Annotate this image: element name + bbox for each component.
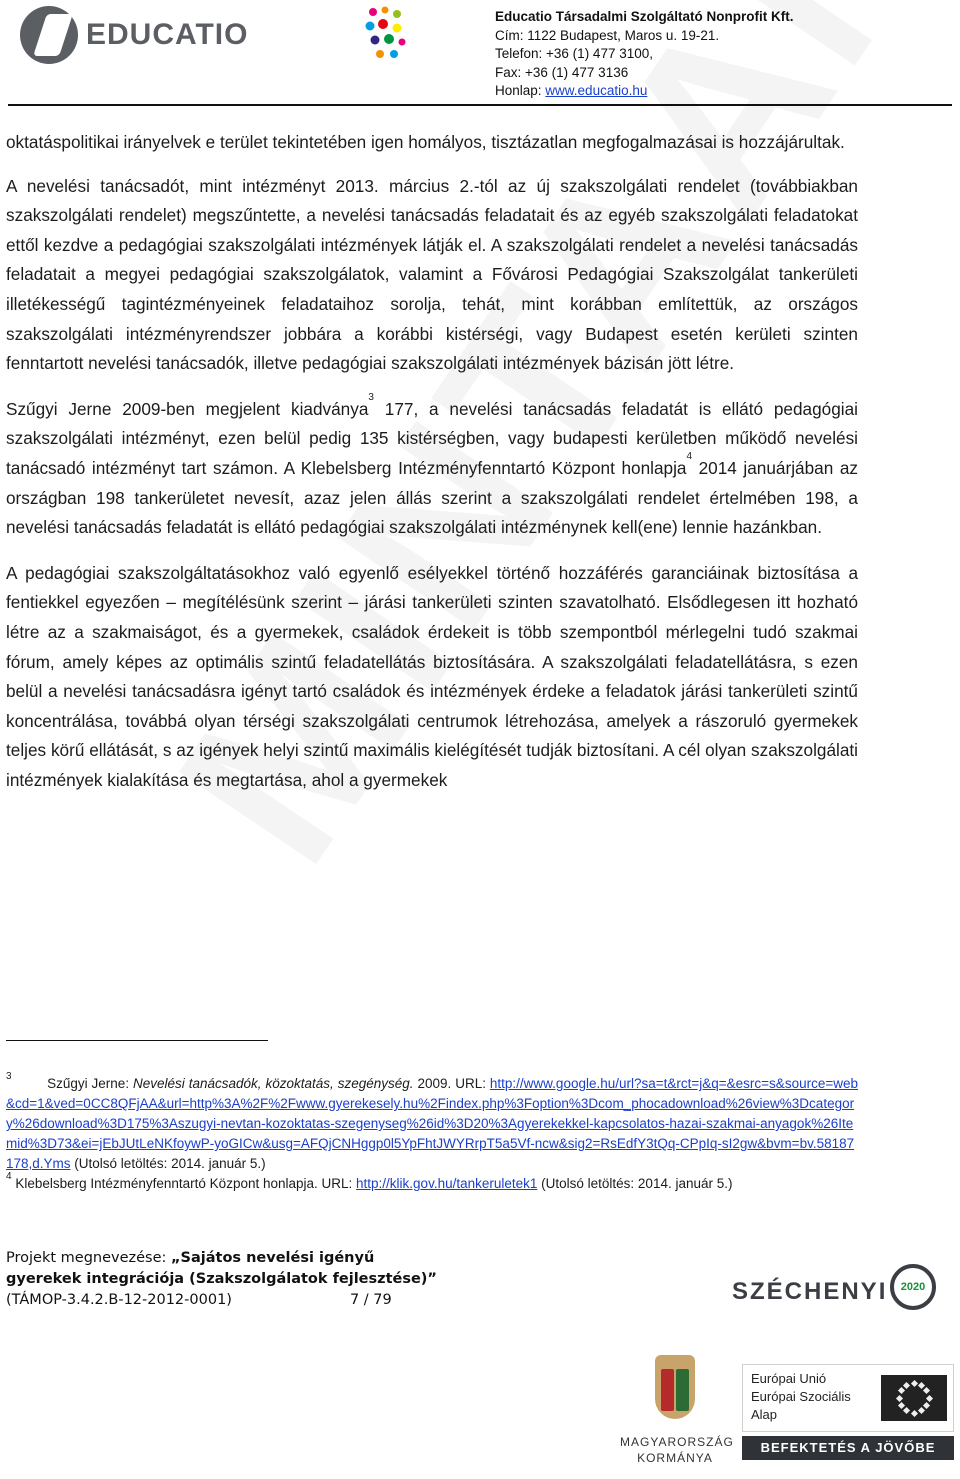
paragraph-1: oktatáspolitikai irányelvek e terület tekintetében igen homályos, tisztázatlan megfogalmazásai is hozzájárultak. bbox=[6, 132, 845, 152]
paragraph-3-part-a: Szűgyi Jerne 2009-ben megjelent kiadványa bbox=[6, 398, 369, 419]
eu-fund-logo bbox=[742, 1364, 954, 1472]
page-number: 7 / 79 bbox=[349, 1292, 392, 1308]
company-web bbox=[495, 82, 794, 101]
paragraph-3-part-c: 2014 januárjában az országban 198 tankerületet nevesít, azaz jelen állás szerint a szakszolgálati rendelet értelmében 198, a nevelési tanácsadás feladatát is ellátó pedagógiai szakszolgálati intézménynek kell(ene) lennie hazánkban. bbox=[6, 457, 858, 538]
footnote-3-author: Szűgyi Jerne: bbox=[47, 1076, 134, 1091]
eu-star-icon bbox=[903, 1381, 910, 1388]
colored-dots-icon bbox=[365, 6, 409, 64]
eu-star-icon bbox=[910, 1379, 917, 1386]
company-name: Educatio Társadalmi Szolgáltató Nonprofit Kft. bbox=[495, 9, 794, 24]
project-line-3 bbox=[6, 1290, 437, 1311]
footnote-3-number: 3 bbox=[6, 1071, 12, 1082]
footnotes bbox=[6, 1071, 858, 1194]
footnote-4 bbox=[6, 1171, 858, 1194]
footnote-4-text: Klebelsberg Intézményfenntartó Központ honlapja. URL: bbox=[11, 1176, 357, 1191]
footnote-4-access: (Utolsó letöltés: 2014. január 5.) bbox=[537, 1176, 733, 1191]
project-name-1: „Sajátos nevelési igényű bbox=[171, 1250, 375, 1266]
szechenyi-ring-icon bbox=[890, 1264, 936, 1310]
project-code: (TÁMOP-3.4.2.B-12-2012-0001) bbox=[6, 1292, 232, 1308]
coat-of-arms-icon bbox=[655, 1355, 695, 1419]
web-link[interactable]: www.educatio.hu bbox=[545, 83, 648, 98]
eu-star-icon bbox=[910, 1409, 917, 1416]
footnote-4-link[interactable]: http://klik.gov.hu/tankeruletek1 bbox=[356, 1176, 538, 1191]
footnote-3-title: Nevelési tanácsadók, közoktatás, szegénység. bbox=[133, 1076, 414, 1091]
footnote-3-link[interactable]: http://www.google.hu/url?sa=t&rct=j&q=&esrc=s&source=web&cd=1&ved=0CC8QFjAA&url=http%3A%2F%2Fwww.gyerekesely.hu%2Findex.php%3Foption%3Dcom_phocadownload%26view%3Dcategory%26download%3D175%3Aszugyi-nevtan-kozoktatas-szegenyseg%26id%3D20%3Agyerekekkel-kapcsolatos-hazai-szakmai-anyagok%26Itemid%3D73&ei=jEbJUtLeNKfoywP-yoGICw&usg=AFQjCNHggp0l5YpFhtJWYRrpT5a5Vf-ncw&sig2=RsEdfY3tQq-CPpIq-sI2gw&bvm=bv.58187178,d.Yms bbox=[6, 1076, 858, 1171]
eu-star-icon bbox=[923, 1387, 930, 1394]
szechenyi-year: 2020 bbox=[900, 1281, 926, 1293]
footnote-3-year: 2009. URL: bbox=[413, 1076, 490, 1091]
educatio-logo-text: EDUCATIO bbox=[86, 18, 249, 51]
eu-star-icon bbox=[897, 1387, 904, 1394]
gov-line-1: MAGYARORSZÁG bbox=[620, 1435, 734, 1449]
project-line-2 bbox=[6, 1269, 437, 1290]
eu-star-icon bbox=[895, 1394, 902, 1401]
eu-line-1: Európai Unió bbox=[751, 1371, 827, 1386]
eu-slogan-bar: BEFEKTETÉS A JÖVŐBE bbox=[742, 1436, 954, 1460]
header-divider bbox=[8, 104, 952, 106]
footnote-ref-3[interactable]: 3 bbox=[368, 391, 374, 403]
eu-logo-box bbox=[742, 1364, 954, 1432]
eu-line-2: Európai Szociális bbox=[751, 1389, 851, 1404]
footnote-divider bbox=[6, 1040, 268, 1041]
eu-star-icon bbox=[923, 1402, 930, 1409]
eu-star-icon bbox=[903, 1407, 910, 1414]
educatio-logo bbox=[20, 6, 270, 64]
footnote-4-number: 4 bbox=[6, 1171, 12, 1182]
footnote-3 bbox=[6, 1071, 858, 1174]
project-name-2: gyerekek integrációja (Szakszolgálatok fejlesztése)” bbox=[6, 1271, 437, 1287]
company-address: Cím: 1122 Budapest, Maros u. 19-21. bbox=[495, 27, 720, 43]
szechenyi-text: SZÉCHENYI bbox=[732, 1278, 888, 1305]
paragraph-2: A nevelési tanácsadót, mint intézményt 2013. március 2.-tól az új szakszolgálati rendelet (továbbiakban szakszolgálati rendelet) megszűntette, a nevelési tanácsadás feladatait és az egyéb szakszolgálati feladatokat ettől kezdve a pedagógiai szakszolgálati intézmények látják el. A szakszolgálati rendelet a nevelési tanácsadás feladatait a megyei pedagógiai szakszolgálatok, valamint a Fővárosi Pedagógiai Szakszolgálat tankerületi illetékességű tagintézményeinek feladataihoz sorolja, tehát, mint korábban említettük, az országos szakszolgálati intézményrendszer jobbára a korábbi kistérségi, vagy Budapest esetén kerületi szinten fenntartott nevelési tanácsadók, illetve pedagógiai szakszolgálati intézmények bázisán jött létre. bbox=[6, 175, 858, 374]
footnote-ref-4[interactable]: 4 bbox=[686, 450, 693, 462]
web-label: Honlap: bbox=[495, 83, 546, 98]
eu-flag-icon bbox=[881, 1375, 947, 1421]
project-line-1 bbox=[6, 1248, 437, 1269]
educatio-logo-mark bbox=[20, 6, 78, 64]
eu-star-icon bbox=[918, 1381, 925, 1388]
document-body bbox=[6, 128, 858, 795]
eu-star-icon bbox=[918, 1407, 925, 1414]
eu-star-icon bbox=[925, 1394, 932, 1401]
company-phone: Telefon: +36 (1) 477 3100, bbox=[495, 46, 653, 61]
company-info bbox=[495, 8, 794, 101]
eu-star-icon bbox=[897, 1402, 904, 1409]
gov-line-2: KORMÁNYA bbox=[637, 1451, 713, 1465]
paragraph-3-part-b: 177, a nevelési tanácsadás feladatát is ellátó pedagógiai szakszolgálati intézményt, ezen belül pedig 135 kistérségben, vagy budapesti kerületben működő nevelési tanácsadó intézményt tart számon. A Klebelsberg Intézményfenntartó Központ honlapja bbox=[6, 398, 858, 478]
project-info bbox=[6, 1248, 437, 1311]
hungarian-government-logo bbox=[620, 1355, 734, 1473]
project-label: Projekt megnevezése: bbox=[6, 1250, 172, 1266]
paragraph-3 bbox=[6, 391, 858, 543]
footnote-3-access: (Utolsó letöltés: 2014. január 5.) bbox=[70, 1156, 266, 1171]
paragraph-4: A pedagógiai szakszolgáltatásokhoz való egyenlő esélyekkel történő hozzáférés garanciáinak biztosítása a fentiekkel egyezően – megítélésünk szerint – járási tankerületi szinten szavatolható. Elsődlegesen itt hozható létre az a szakmaiságot, és a gyermekek, családok érdekeit is több szempontból mérlegelni tudó szakmai fórum, amely képes az optimális szintű feladatellátás biztosítására. A szakszolgálati feladatellátásra, s ezen belül a nevelési tanácsadásra igényt tartó családok és intézmények érdeke a feladatok járási tankerületi szintű koncentrálása, továbbá olyan térségi szakszolgálati centrumok létrehozása, amelyek a rászoruló gyermekek teljes körű ellátását, s az igények helyi szintű maximális kielégítését tudják biztosítani. A cél olyan szakszolgálati intézmények kialakítása és megtartása, ahol a gyermekek bbox=[6, 562, 858, 790]
company-fax: Fax: +36 (1) 477 3136 bbox=[495, 64, 629, 80]
szechenyi-2020-logo bbox=[732, 1258, 952, 1328]
eu-line-3: Alap bbox=[751, 1407, 778, 1422]
